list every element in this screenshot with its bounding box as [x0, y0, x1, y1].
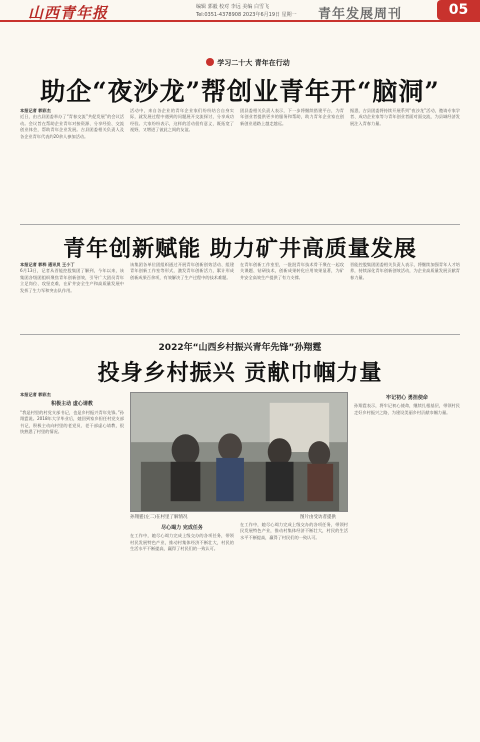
editor-credits: 编辑 郭毅 校对 李远 美编 白雪飞 — [196, 4, 269, 10]
story3-headline: 投身乡村振兴 贡献巾帼力量 — [97, 360, 383, 386]
photo-credit: 图片由受访者提供 — [300, 515, 336, 520]
story1-text-4: 据悉，吉县团委将持续开展系列“夜沙龙”活动，邀请专家学者、成功企业家等与青年创业者面对面交流，为县域经济发展注入青春力量。 — [350, 108, 460, 126]
story3-photo — [130, 392, 348, 512]
story1-column-3 — [240, 108, 344, 220]
story2-text-4: 晋能控股集团团委相关负责人表示，将继续加强青年人才培养，持续深化青年创新创效活动，为企业高质量发展贡献青春力量。 — [350, 262, 460, 280]
story3-text-3: 孙翔霆表示，将牢记初心使命，继续扎根基层，带领村民走好乡村振兴之路，为建设美丽乡村贡献巾帼力量。 — [354, 403, 460, 415]
story2-column-4 — [350, 262, 460, 330]
story1-text-3: 团县委相关负责人表示，下一步将继续搭建平台，为青年创业者提供更多的服务和帮助，助力青年企业家在创新创业道路上越走越远。 — [240, 108, 344, 126]
story3-byline: 本报记者 郭彩杰 — [20, 392, 51, 397]
section-title: 青年发展周刊 — [318, 7, 403, 22]
story1-headline: 助企“夜沙龙”帮创业青年开“脑洞” — [40, 77, 440, 106]
story2-column-2 — [130, 262, 234, 330]
story1-column-4 — [350, 108, 460, 220]
divider — [20, 224, 460, 225]
story3-column-2 — [130, 522, 234, 732]
rubric — [168, 58, 328, 70]
story3-subhead-1: 积极主动 虚心请教 — [51, 401, 93, 408]
party-emblem-icon — [206, 58, 214, 66]
story2-headline: 青年创新赋能 助力矿井高质量发展 — [63, 236, 417, 262]
masthead — [0, 0, 480, 22]
story3-column-3 — [240, 522, 348, 732]
story1-text-2: 活动中，来自各企业的青年企业家们纷纷结合自身实际，就发展过程中遇到的问题展开交流探讨，分享成功经验。大家纷纷表示，这样的活动很有意义，既拓宽了视野，又增进了彼此之间的友谊。 — [130, 108, 234, 133]
story2-text-2: 该集团各单位团组织通过开展青年创新创效活动、组建青年创新工作室等形式，激发青年创新活力，累计形成创新成果百余项，有效解决了生产过程中的技术难题。 — [130, 262, 234, 280]
divider — [20, 334, 460, 335]
newspaper-logo: 山西青年报 — [28, 4, 109, 22]
photo-image — [131, 393, 347, 511]
story3-text-2: 在工作中，她尽心竭力完成上级交办的各项任务，带领村民发展特色产业，推动村集体经济不断壮大，村民的生活水平不断提高，赢得了村民们的一致认可。 — [130, 533, 234, 552]
story2-byline: 本报记者 郭梓 通讯员 王小丁 — [20, 262, 75, 267]
story1-text-1: 近日，由吉县团委举办了“青春交流”共促发展”的会议活动。会议旨在帮助企业青年对接资源、分享经验、交流创业体会，帮助青年企业发展。吉县团委相关负责人及各企业青年代表约20余人参加活动。 — [20, 114, 124, 139]
story3-text-2b: 在工作中，她尽心竭力完成上级交办的各项任务，带领村民发展特色产业，推动村集体经济不断壮大，村民的生活水平不断提高，赢得了村民们的一致认可。 — [240, 522, 348, 540]
story3-subhead-3: 牢记初心 勇担使命 — [386, 395, 428, 401]
story2-text-1: 6月13日，记者从晋能控股集团了解到，今年以来，该集团各级团组织聚焦青年创新创效，引导广大团员青年立足岗位、攻坚克难，在矿井安全生产和高质量发展中发挥了生力军和突击队作用。 — [20, 268, 124, 293]
story2-text-3: 在青年创新工作室里，一批批青年技术骨干聚在一起攻关课题、钻研技术，创新成果转化应用效果显著，为矿井安全高效生产提供了有力支撑。 — [240, 262, 344, 280]
story3-column-1 — [20, 392, 124, 732]
rubric-text: 学习二十大 青年在行动 — [217, 59, 290, 67]
story3-kicker: 2022年“山西乡村振兴青年先锋”孙翔霆 — [158, 343, 322, 353]
photo-caption: 孙翔霆(左二)在村里了解情况 — [130, 515, 188, 520]
story2-column-3 — [240, 262, 344, 330]
page-number: 05 — [437, 0, 480, 20]
story1-byline: 本报记者 郭彩杰 — [20, 108, 51, 113]
story1-column-2 — [130, 108, 234, 220]
contact-date: Tel:0351-4378908 2023年6月19日 星期一 — [196, 12, 297, 18]
story3-column-4 — [354, 392, 460, 732]
story2-column-1 — [20, 262, 124, 330]
story3-text-1: “我是村里的村党支部书记，也是乡村振兴青年先锋。”孙翔霆说。2018年大学毕业后，她回到家乡担任村党支部书记，积极主动向村里的老党员、老干部虚心请教，很快熟悉了村里的情况。 — [20, 409, 124, 435]
story1-column-1 — [20, 108, 124, 220]
story3-subhead-2: 尽心竭力 完成任务 — [161, 525, 203, 531]
